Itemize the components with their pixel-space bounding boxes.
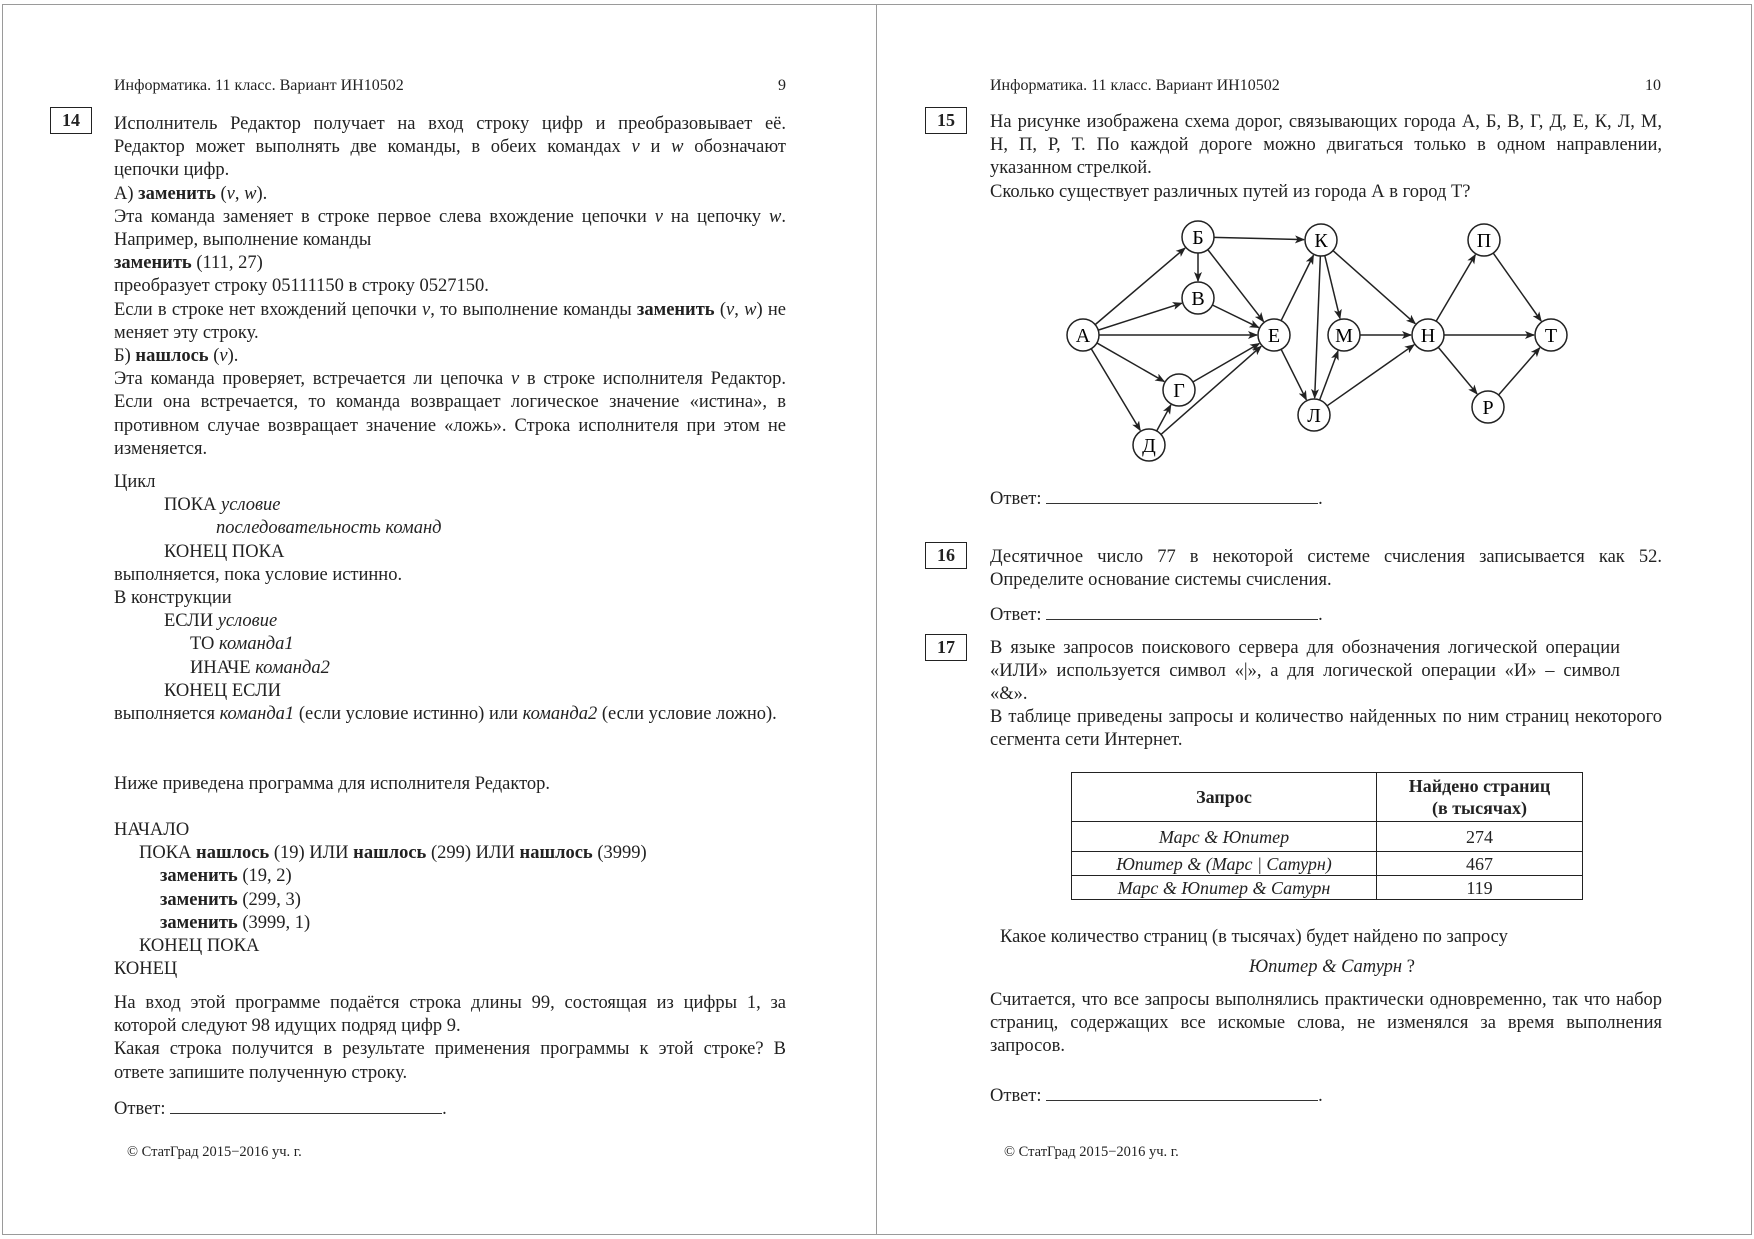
text-run: команда1: [219, 634, 294, 655]
city-label: Б: [1192, 227, 1204, 249]
text-run: условие: [221, 495, 281, 516]
text-line: [114, 633, 786, 656]
city-label: К: [1314, 230, 1328, 252]
query-table: [1071, 772, 1583, 900]
text-run: команда1: [219, 704, 295, 725]
text-run: заменить: [160, 912, 238, 933]
paragraph: [114, 252, 786, 275]
text-run: (19) ИЛИ: [269, 843, 354, 864]
answer-label: Ответ:: [990, 489, 1042, 509]
text-run: последовательность команд: [216, 518, 442, 539]
text-line: [114, 680, 786, 703]
program-intro: Ниже приведена программа для исполнителя Редактор.: [114, 774, 551, 794]
paragraph: [114, 113, 786, 183]
text-run: (3999, 1): [237, 912, 311, 933]
text-line: [114, 819, 647, 842]
road-edge-Е-Л: [1281, 349, 1306, 399]
page-number: 9: [778, 77, 786, 94]
task17-text2: В таблице приведены запросы и количество найденных по ним страниц некоторого сегмента сети Интернет.: [990, 707, 1662, 751]
table-row: [1072, 876, 1583, 900]
text-run: (если условие истинно) или: [294, 704, 523, 725]
task15-question: Сколько существует различных путей из города А в город Т?: [990, 181, 1471, 202]
text-run: v: [510, 369, 520, 390]
text-run: v: [219, 346, 228, 367]
text-run: заменить: [160, 889, 238, 910]
text-run: ПОКА: [139, 843, 197, 864]
text-run: ТО: [190, 634, 220, 655]
text-run: Эта команда заменяет в строке первое слева вхождение цепочки: [114, 206, 655, 227]
text-line: [114, 935, 647, 958]
table-header-row: [1072, 773, 1583, 822]
task-number-box: 14: [50, 107, 92, 134]
city-label: Е: [1267, 325, 1281, 347]
program-code: [114, 819, 647, 981]
text-run: ,: [734, 299, 745, 320]
answer-label: Ответ:: [990, 1086, 1042, 1106]
text-run: (299, 3): [237, 889, 301, 910]
text-line: [114, 517, 786, 540]
city-label: А: [1075, 325, 1091, 347]
task-question: [114, 992, 786, 1085]
text-line: [114, 587, 786, 610]
text-run: (: [714, 299, 727, 320]
answer-field[interactable]: [170, 1096, 442, 1114]
text-run: нашлось: [519, 843, 593, 864]
road-edge-Н-П: [1436, 255, 1475, 322]
answer-period: .: [442, 1099, 447, 1119]
city-label: Д: [1142, 435, 1156, 457]
text-run: Исполнитель Редактор получает на вход строку цифр и преобразовывает её. Редактор может выполнять две команды, в обеих командах: [114, 114, 786, 158]
text-run: ).: [256, 183, 268, 204]
column-header: Запрос: [1072, 773, 1377, 822]
paragraph: [114, 345, 786, 368]
answer-label: Ответ:: [114, 1099, 166, 1119]
road-edge-Л-М: [1320, 351, 1338, 400]
text-run: ИНАЧЕ: [190, 657, 256, 678]
count-cell: 274: [1377, 822, 1583, 852]
road-edge-А-Д: [1091, 349, 1140, 431]
text-run: КОНЕЦ: [114, 959, 178, 980]
text-line: [114, 657, 786, 680]
text-line: [114, 610, 786, 633]
road-edge-Б-Е: [1208, 250, 1264, 322]
task-number-box: 15: [925, 107, 967, 134]
count-cell: 119: [1377, 876, 1583, 900]
text-run: v: [422, 299, 431, 320]
road-edge-Р-Т: [1499, 348, 1540, 395]
answer-field[interactable]: [1046, 486, 1318, 504]
text-run: заменить: [636, 299, 715, 320]
task15-description: На рисунке изображена схема дорог, связывающих города А, Б, В, Г, Д, Е, К, Л, М, Н, П, Р, Т. По каждой дороге можно двигаться только в одном направлении, указанном стрелкой.: [990, 112, 1662, 179]
city-label: Л: [1307, 405, 1321, 427]
query-cell: Марс & Юпитер & Сатурн: [1072, 876, 1377, 900]
road-edge-Б-К: [1214, 237, 1304, 239]
text-run: . Например, выполнение команды: [114, 206, 786, 251]
answer-row: Ответ: .: [990, 602, 1323, 627]
text-run: ,: [234, 183, 245, 204]
text-run: нашлось: [135, 346, 209, 367]
text-run: (3999): [592, 843, 647, 864]
page-header-title: Информатика. 11 класс. Вариант ИН10502: [114, 77, 404, 94]
question-paragraph: На вход этой программе подаётся строка длины 99, состоящая из цифры 1, за которой следуют 98 идущих подряд цифр 9.: [114, 993, 786, 1037]
road-edge-П-Т: [1493, 253, 1541, 321]
text-run: КОНЕЦ ПОКА: [164, 541, 285, 562]
text-run: (если условие ложно).: [597, 704, 777, 725]
text-run: (: [208, 346, 220, 367]
road-edge-А-Б: [1095, 248, 1185, 325]
text-run: выполняется: [114, 704, 220, 725]
page-header-title: Информатика. 11 класс. Вариант ИН10502: [990, 77, 1280, 94]
text-run: А): [114, 183, 139, 204]
query-cell: Юпитер & (Марс | Сатурн): [1072, 852, 1377, 876]
copyright: © СтатГрад 2015−2016 уч. г.: [1004, 1144, 1179, 1160]
text-line: [114, 564, 786, 587]
right-page: [876, 4, 1752, 1235]
answer-row: Ответ: .: [990, 1083, 1323, 1108]
text-line: [114, 889, 647, 912]
task-intro: [114, 113, 786, 461]
answer-field[interactable]: [1046, 1083, 1318, 1101]
text-run: на цепочку: [662, 206, 770, 227]
column-header: Найдено страниц (в тысячах): [1377, 773, 1583, 822]
text-run: , то выполнение команды: [430, 299, 637, 320]
text-run: (: [215, 183, 227, 204]
text-run: условие: [217, 611, 278, 632]
city-label: Р: [1482, 397, 1494, 419]
left-page: [2, 4, 877, 1235]
text-run: w: [744, 299, 757, 320]
text-run: Цикл: [114, 472, 156, 492]
text-run: выполняется, пока условие истинно.: [114, 564, 403, 585]
task-number-box: 17: [925, 634, 967, 661]
answer-row: Ответ: .: [990, 486, 1323, 511]
query-cell: Марс & Юпитер: [1072, 822, 1377, 852]
text-line: [114, 912, 647, 935]
city-label: Т: [1544, 325, 1558, 347]
city-label: Н: [1420, 325, 1436, 347]
text-run: нашлось: [196, 843, 270, 864]
task17-note: Считается, что все запросы выполнялись практически одновременно, так что набор страниц, содержащих все искомые слова, не изменялся за время выполнения запросов.: [990, 990, 1662, 1057]
road-edge-К-Л: [1315, 256, 1321, 398]
text-run: преобразует строку 05111150 в строку 0527150.: [114, 276, 489, 297]
task17-text1: В языке запросов поискового сервера для обозначения логической операции «ИЛИ» используется символ «|», а для логической операции «И» – символ «&».: [990, 638, 1620, 705]
copyright: © СтатГрад 2015−2016 уч. г.: [127, 1144, 302, 1160]
road-graph: [877, 5, 1753, 485]
answer-field[interactable]: [1046, 602, 1318, 620]
city-label: В: [1191, 288, 1205, 310]
road-edge-А-В: [1098, 303, 1182, 330]
table-row: [1072, 822, 1583, 852]
text-run: Б): [114, 346, 136, 367]
text-run: v: [226, 183, 235, 204]
text-run: v: [631, 137, 640, 158]
paragraph: [114, 368, 786, 461]
task16-text: Десятичное число 77 в некоторой системе счисления записывается как 52. Определите основание системы счисления.: [990, 547, 1662, 591]
text-line: [114, 471, 786, 494]
text-run: нашлось: [353, 843, 427, 864]
text-run: ).: [227, 346, 239, 367]
text-run: КОНЕЦ ЕСЛИ: [164, 680, 281, 701]
road-edge-В-Е: [1212, 305, 1258, 328]
text-run: в строке исполнителя Редактор. Если она встречается, то команда возвращает логическое значение «истина», в противном случае возвращает значение «ложь». Строка исполнителя при этом не изменяется.: [114, 369, 786, 459]
text-run: ) не меняет эту строку.: [114, 299, 786, 343]
answer-label: Ответ:: [990, 605, 1042, 625]
text-run: В конструкции: [114, 588, 232, 609]
text-run: команда2: [522, 704, 598, 725]
question-paragraph: Какая строка получится в результате применения программы к этой строке? В ответе запишите полученную строку.: [114, 1039, 786, 1083]
text-run: Эта команда проверяет, встречается ли цепочка: [114, 369, 511, 390]
text-run: w: [671, 137, 684, 158]
paragraph: [114, 299, 786, 345]
text-run: команда2: [255, 657, 330, 678]
text-run: w: [244, 183, 257, 204]
text-run: обозначают цепочки цифр.: [114, 137, 786, 181]
table-row: [1072, 852, 1583, 876]
road-edge-Е-К: [1281, 255, 1313, 320]
text-line: [114, 842, 647, 865]
text-run: v: [726, 299, 735, 320]
text-line: [114, 958, 647, 981]
text-run: КОНЕЦ ПОКА: [139, 936, 260, 957]
text-run: и: [639, 137, 672, 158]
text-run: заменить: [114, 253, 192, 274]
road-edge-К-Н: [1333, 251, 1415, 324]
text-line: [114, 865, 647, 888]
text-run: НАЧАЛО: [114, 820, 190, 840]
page-number: 10: [1645, 77, 1661, 94]
constructs-note: [114, 703, 786, 726]
road-edge-К-М: [1325, 256, 1340, 319]
city-label: П: [1476, 230, 1492, 252]
text-run: заменить: [160, 866, 238, 887]
text-run: (111, 27): [191, 253, 263, 274]
text-run: ЕСЛИ: [164, 611, 218, 632]
city-label: Г: [1173, 380, 1185, 402]
text-run: заменить: [138, 183, 216, 204]
text-line: [114, 494, 786, 517]
text-run: v: [654, 206, 663, 227]
road-edge-Л-Н: [1327, 345, 1414, 406]
task-number-box: 16: [925, 542, 967, 569]
task17-query: Юпитер & Сатурн ?: [1249, 957, 1415, 977]
paragraph: [114, 275, 786, 298]
paragraph: [114, 183, 786, 206]
city-label: М: [1335, 325, 1353, 347]
task17-question: Какое количество страниц (в тысячах) будет найдено по запросу: [1000, 927, 1508, 947]
constructs: [114, 471, 786, 726]
answer-row: [114, 1096, 447, 1121]
text-run: Если в строке нет вхождений цепочки: [114, 299, 423, 320]
text-run: w: [769, 206, 782, 227]
text-run: (19, 2): [237, 866, 292, 887]
text-run: (299) ИЛИ: [426, 843, 520, 864]
constructs-lines: [114, 471, 786, 703]
count-cell: 467: [1377, 852, 1583, 876]
text-line: [114, 541, 786, 564]
text-run: ПОКА: [164, 495, 222, 516]
road-edge-Н-Р: [1438, 347, 1477, 394]
paragraph: [114, 206, 786, 252]
